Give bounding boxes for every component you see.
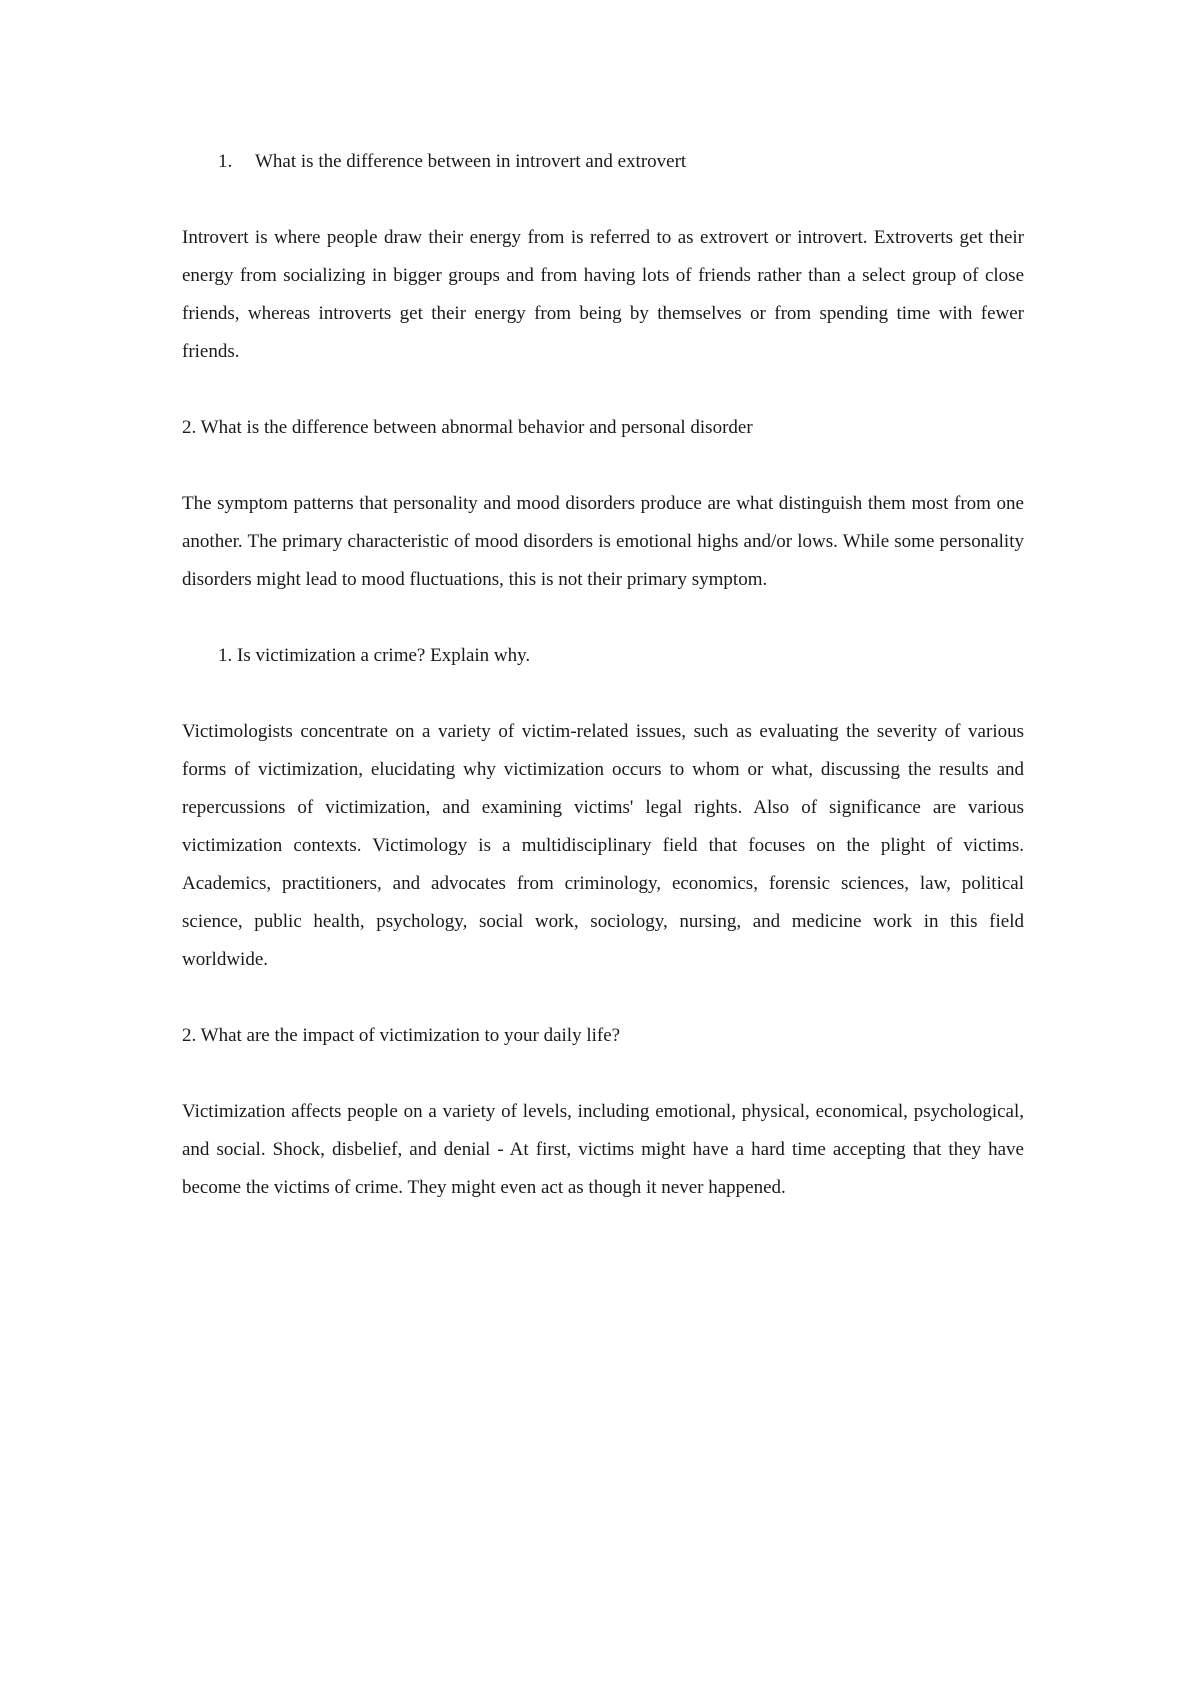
question-heading-2: 2. What is the difference between abnormal behavior and personal disorder xyxy=(182,417,753,438)
question-text: What is the difference between in introvert and extrovert xyxy=(255,151,687,172)
answer-paragraph-4: Victimization affects people on a variety of levels, including emotional, physical, economical, psychological, and social. Shock, disbelief, and denial - At first, victims might have a hard time accepting that they have become the victims of crime. They might even act as though it never happened. xyxy=(182,1101,1024,1198)
question-heading-1 xyxy=(182,143,1024,181)
answer-paragraph-3: Victimologists concentrate on a variety of victim-related issues, such as evaluating the severity of various forms of victimization, elucidating why victimization occurs to whom or what, discussing the results and repercussions of victimization, and examining victims' legal rights. Also of significance are various victimization contexts. Victimology is a multidisciplinary field that focuses on the plight of victims. Academics, practitioners, and advocates from criminology, economics, forensic sciences, law, political science, public health, psychology, social work, sociology, nursing, and medicine work in this field worldwide. xyxy=(182,721,1024,970)
question-heading-3: 1. Is victimization a crime? Explain why. xyxy=(218,645,531,666)
question-heading-4: 2. What are the impact of victimization to your daily life? xyxy=(182,1025,621,1046)
document-body xyxy=(182,143,1024,1245)
answer-paragraph-2: The symptom patterns that personality and mood disorders produce are what distinguish them most from one another. The primary characteristic of mood disorders is emotional highs and/or lows. While some personality disorders might lead to mood fluctuations, this is not their primary symptom. xyxy=(182,493,1024,590)
list-number: 1. xyxy=(218,151,233,172)
answer-paragraph-1: Introvert is where people draw their energy from is referred to as extrovert or introvert. Extroverts get their energy from socializing in bigger groups and from having lots of friends rather than a select group of close friends, whereas introverts get their energy from being by themselves or from spending time with fewer friends. xyxy=(182,227,1024,362)
